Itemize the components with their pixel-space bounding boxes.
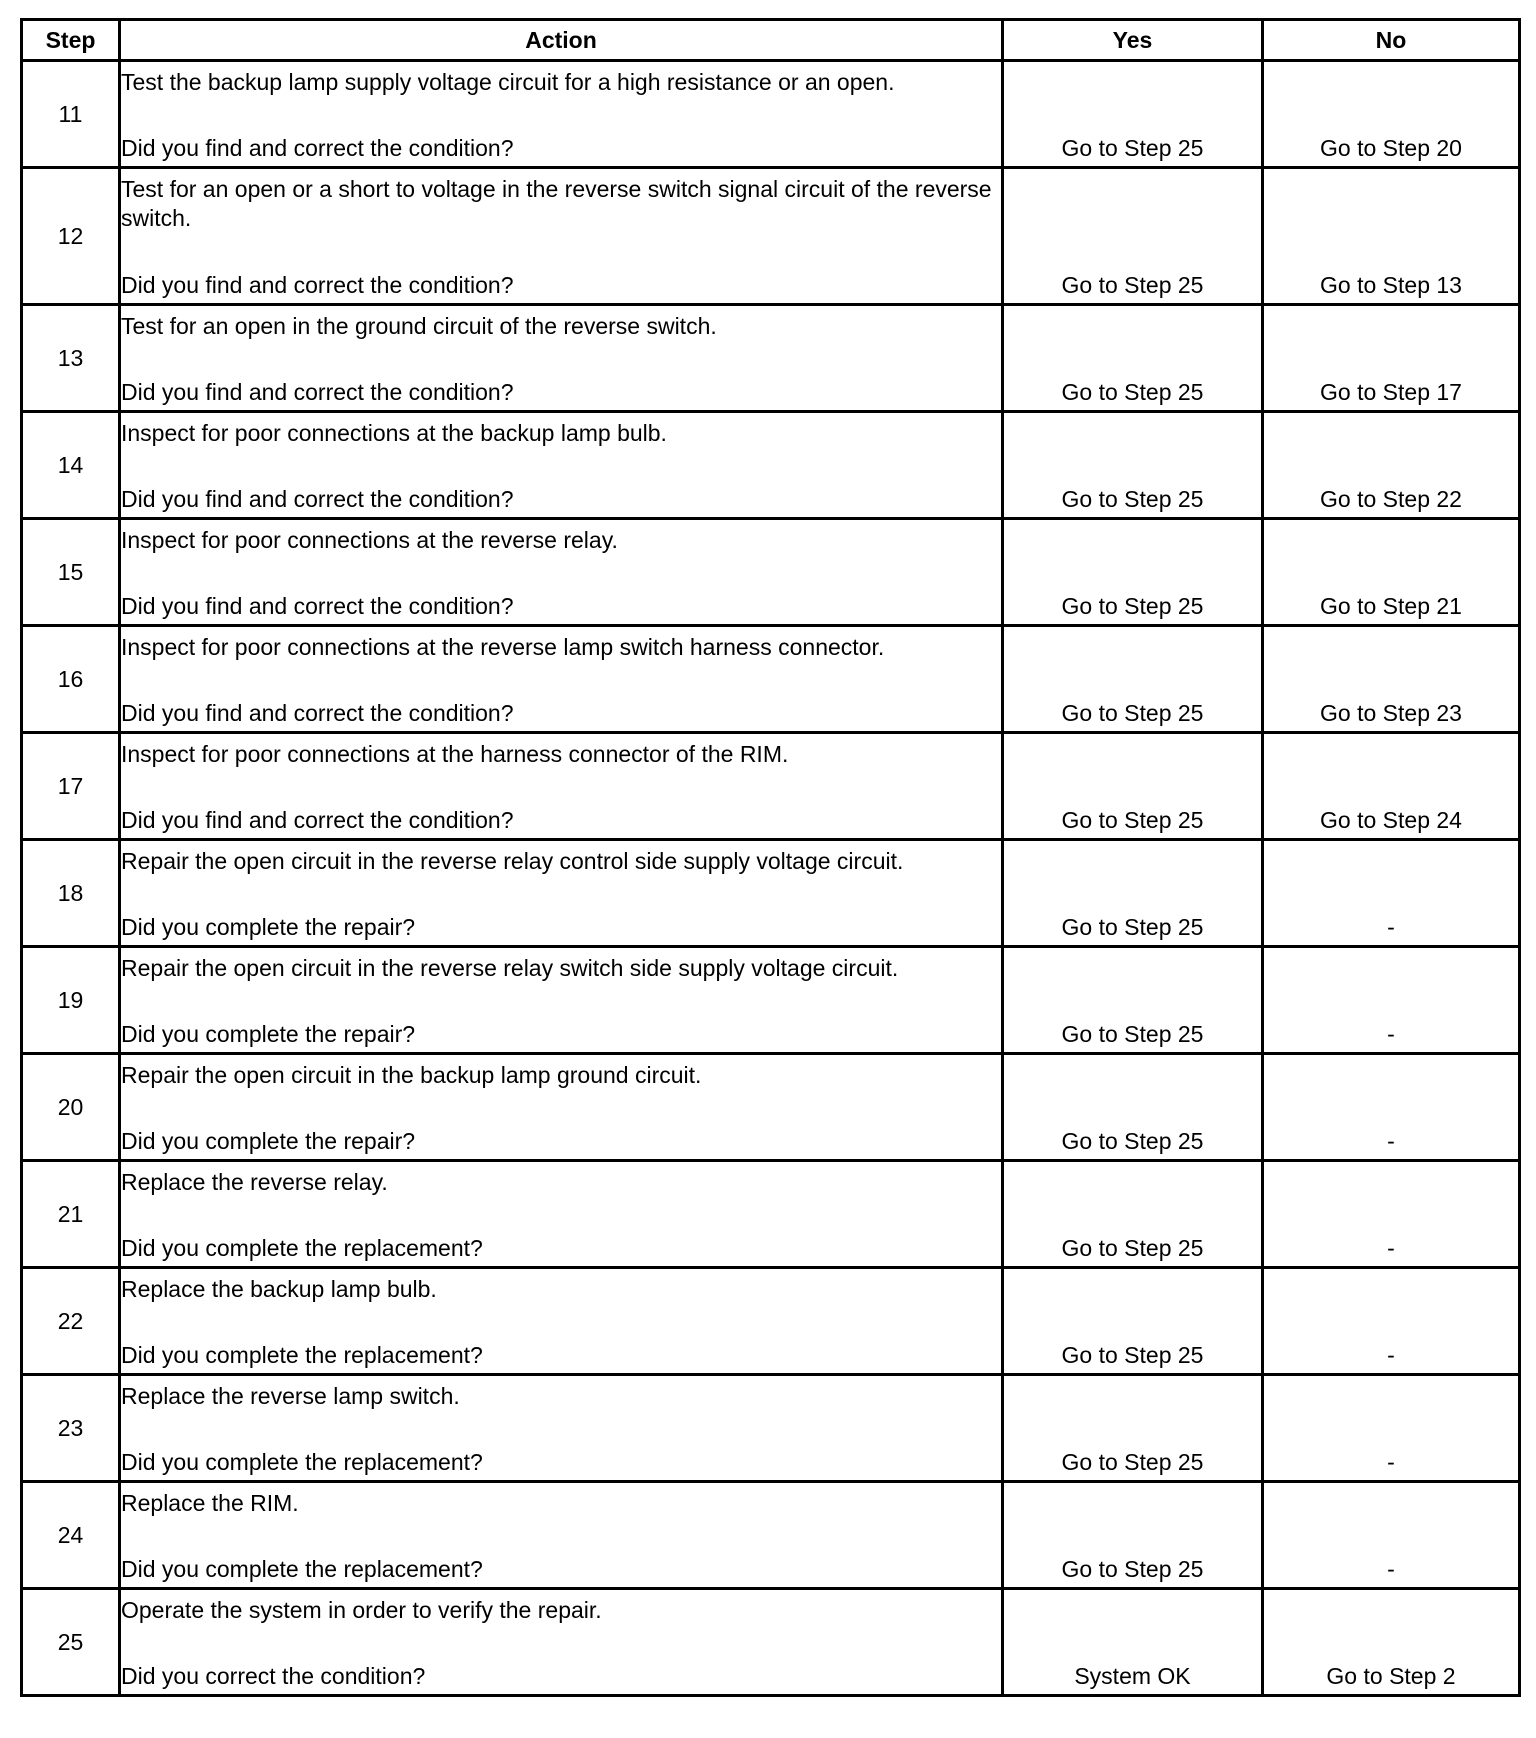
- action-question: Did you find and correct the condition?: [121, 486, 514, 512]
- no-result: Go to Step 20: [1320, 135, 1462, 161]
- action-question: Did you find and correct the condition?: [121, 807, 514, 833]
- step-number: 12: [22, 168, 120, 305]
- yes-result: Go to Step 25: [1061, 379, 1204, 405]
- action-instruction: Replace the reverse relay.: [121, 1169, 388, 1195]
- yes-result: Go to Step 25: [1061, 593, 1204, 619]
- action-cell: [120, 305, 1003, 412]
- action-cell: [120, 1589, 1003, 1696]
- no-cell: [1263, 1482, 1520, 1589]
- table-row: [22, 1482, 1520, 1589]
- no-cell: [1263, 1589, 1520, 1696]
- action-question: Did you find and correct the condition?: [121, 379, 514, 405]
- action-question: Did you complete the repair?: [121, 1021, 416, 1047]
- yes-cell: [1003, 1054, 1263, 1161]
- no-result: Go to Step 23: [1320, 700, 1462, 726]
- action-instruction: Inspect for poor connections at the reverse relay.: [121, 527, 618, 553]
- no-result: -: [1387, 1128, 1395, 1154]
- action-instruction: Replace the reverse lamp switch.: [121, 1383, 460, 1409]
- yes-result: Go to Step 25: [1061, 135, 1204, 161]
- step-number: 14: [22, 412, 120, 519]
- action-cell: [120, 733, 1003, 840]
- no-result: Go to Step 21: [1320, 593, 1462, 619]
- yes-cell: [1003, 412, 1263, 519]
- yes-result: Go to Step 25: [1061, 1556, 1204, 1582]
- yes-cell: [1003, 61, 1263, 168]
- yes-result: Go to Step 25: [1061, 914, 1204, 940]
- action-question: Did you complete the repair?: [121, 1128, 416, 1154]
- action-instruction: Inspect for poor connections at the harness connector of the RIM.: [121, 741, 789, 767]
- action-question: Did you find and correct the condition?: [121, 135, 514, 161]
- yes-result: Go to Step 25: [1061, 1021, 1204, 1047]
- yes-cell: [1003, 519, 1263, 626]
- action-instruction: Operate the system in order to verify the repair.: [121, 1597, 602, 1623]
- step-number: 18: [22, 840, 120, 947]
- step-number: 19: [22, 947, 120, 1054]
- no-result: -: [1387, 1342, 1395, 1368]
- action-cell: [120, 412, 1003, 519]
- action-instruction: Test the backup lamp supply voltage circuit for a high resistance or an open.: [121, 69, 895, 95]
- action-question: Did you complete the replacement?: [121, 1556, 483, 1582]
- no-result: -: [1387, 1235, 1395, 1261]
- action-cell: [120, 1482, 1003, 1589]
- action-cell: [120, 519, 1003, 626]
- table-row: [22, 61, 1520, 168]
- header-step: Step: [22, 20, 120, 61]
- action-instruction: Repair the open circuit in the reverse relay control side supply voltage circuit.: [121, 848, 904, 874]
- step-number: 20: [22, 1054, 120, 1161]
- action-cell: [120, 626, 1003, 733]
- no-result: Go to Step 2: [1326, 1663, 1456, 1689]
- no-cell: [1263, 412, 1520, 519]
- yes-cell: [1003, 1161, 1263, 1268]
- yes-cell: [1003, 840, 1263, 947]
- no-cell: [1263, 1375, 1520, 1482]
- step-number: 23: [22, 1375, 120, 1482]
- header-action: Action: [120, 20, 1003, 61]
- action-instruction: Repair the open circuit in the backup lamp ground circuit.: [121, 1062, 702, 1088]
- action-question: Did you complete the replacement?: [121, 1235, 483, 1261]
- no-result: -: [1387, 1449, 1395, 1475]
- yes-cell: [1003, 733, 1263, 840]
- yes-result: Go to Step 25: [1061, 1128, 1204, 1154]
- action-instruction: Repair the open circuit in the reverse relay switch side supply voltage circuit.: [121, 955, 899, 981]
- yes-result: Go to Step 25: [1061, 486, 1204, 512]
- action-question: Did you complete the replacement?: [121, 1449, 483, 1475]
- diagnostic-table: [20, 18, 1521, 1697]
- yes-cell: [1003, 1268, 1263, 1375]
- yes-result: Go to Step 25: [1061, 1342, 1204, 1368]
- table-row: [22, 1161, 1520, 1268]
- no-result: Go to Step 17: [1320, 379, 1462, 405]
- action-instruction: Test for an open or a short to voltage in the reverse switch signal circuit of the reverse switch.: [121, 176, 992, 231]
- no-result: Go to Step 13: [1320, 272, 1462, 298]
- action-instruction: Replace the RIM.: [121, 1490, 299, 1516]
- yes-cell: [1003, 1482, 1263, 1589]
- no-result: Go to Step 22: [1320, 486, 1462, 512]
- yes-result: Go to Step 25: [1061, 1449, 1204, 1475]
- yes-result: Go to Step 25: [1061, 1235, 1204, 1261]
- action-cell: [120, 61, 1003, 168]
- no-result: -: [1387, 1556, 1395, 1582]
- table-row: [22, 626, 1520, 733]
- no-cell: [1263, 305, 1520, 412]
- no-cell: [1263, 519, 1520, 626]
- action-instruction: Replace the backup lamp bulb.: [121, 1276, 437, 1302]
- action-cell: [120, 840, 1003, 947]
- yes-cell: [1003, 947, 1263, 1054]
- table-row: [22, 168, 1520, 305]
- action-question: Did you find and correct the condition?: [121, 593, 514, 619]
- no-cell: [1263, 840, 1520, 947]
- no-cell: [1263, 947, 1520, 1054]
- table-row: [22, 305, 1520, 412]
- action-question: Did you complete the replacement?: [121, 1342, 483, 1368]
- step-number: 16: [22, 626, 120, 733]
- yes-result: System OK: [1074, 1663, 1191, 1689]
- action-cell: [120, 1054, 1003, 1161]
- yes-cell: [1003, 1589, 1263, 1696]
- table-header-row: [22, 20, 1520, 61]
- action-instruction: Test for an open in the ground circuit of the reverse switch.: [121, 313, 717, 339]
- diagnostic-table-container: [20, 18, 1521, 1697]
- action-instruction: Inspect for poor connections at the reverse lamp switch harness connector.: [121, 634, 885, 660]
- table-row: [22, 947, 1520, 1054]
- table-row: [22, 1589, 1520, 1696]
- action-question: Did you correct the condition?: [121, 1663, 426, 1689]
- yes-cell: [1003, 1375, 1263, 1482]
- no-cell: [1263, 733, 1520, 840]
- no-cell: [1263, 626, 1520, 733]
- yes-result: Go to Step 25: [1061, 272, 1204, 298]
- no-cell: [1263, 168, 1520, 305]
- step-number: 21: [22, 1161, 120, 1268]
- yes-cell: [1003, 305, 1263, 412]
- no-result: Go to Step 24: [1320, 807, 1462, 833]
- step-number: 22: [22, 1268, 120, 1375]
- table-row: [22, 412, 1520, 519]
- step-number: 24: [22, 1482, 120, 1589]
- table-row: [22, 519, 1520, 626]
- action-cell: [120, 168, 1003, 305]
- yes-result: Go to Step 25: [1061, 700, 1204, 726]
- header-yes: Yes: [1003, 20, 1263, 61]
- no-cell: [1263, 1268, 1520, 1375]
- table-row: [22, 1268, 1520, 1375]
- table-row: [22, 1375, 1520, 1482]
- yes-result: Go to Step 25: [1061, 807, 1204, 833]
- action-question: Did you find and correct the condition?: [121, 700, 514, 726]
- action-cell: [120, 1268, 1003, 1375]
- table-row: [22, 1054, 1520, 1161]
- yes-cell: [1003, 626, 1263, 733]
- action-instruction: Inspect for poor connections at the backup lamp bulb.: [121, 420, 667, 446]
- action-question: Did you complete the repair?: [121, 914, 416, 940]
- table-row: [22, 733, 1520, 840]
- step-number: 17: [22, 733, 120, 840]
- step-number: 15: [22, 519, 120, 626]
- action-question: Did you find and correct the condition?: [121, 272, 514, 298]
- yes-cell: [1003, 168, 1263, 305]
- step-number: 11: [22, 61, 120, 168]
- action-cell: [120, 1375, 1003, 1482]
- no-cell: [1263, 1054, 1520, 1161]
- step-number: 25: [22, 1589, 120, 1696]
- no-cell: [1263, 1161, 1520, 1268]
- no-result: -: [1387, 914, 1395, 940]
- action-cell: [120, 1161, 1003, 1268]
- no-result: -: [1387, 1021, 1395, 1047]
- table-row: [22, 840, 1520, 947]
- table-body: [22, 61, 1520, 1696]
- no-cell: [1263, 61, 1520, 168]
- step-number: 13: [22, 305, 120, 412]
- header-no: No: [1263, 20, 1520, 61]
- action-cell: [120, 947, 1003, 1054]
